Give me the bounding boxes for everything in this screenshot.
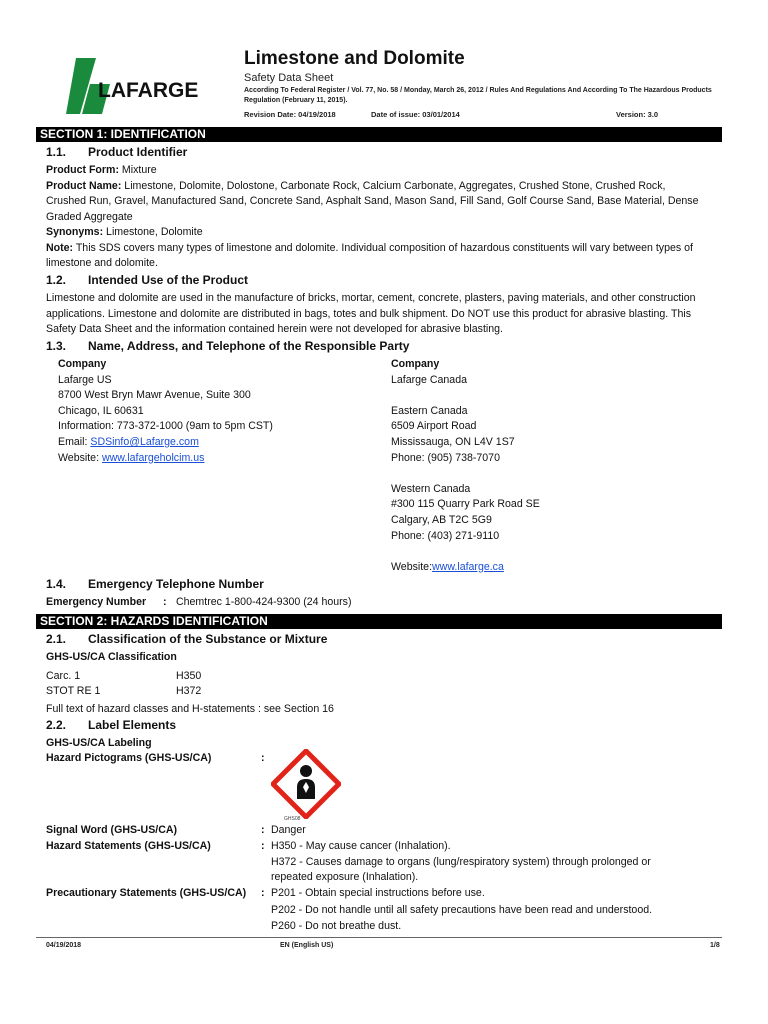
health-hazard-icon: [271, 749, 341, 819]
footer-language: EN (English US): [280, 942, 334, 949]
pictograms-sep: :: [261, 752, 265, 764]
website-link-ca[interactable]: www.lafarge.ca: [432, 560, 504, 573]
synonyms: Synonyms: Limestone, Dolomite: [46, 226, 203, 238]
hazard-statements-sep: :: [261, 840, 265, 852]
precautionary-sep: :: [261, 887, 265, 899]
class-row-code: H372: [176, 685, 202, 697]
document-subtitle: Safety Data Sheet: [244, 72, 334, 84]
revision-row: [244, 110, 724, 122]
labeling-heading: GHS-US/CA Labeling: [46, 737, 152, 749]
hazard-statement: H372 - Causes damage to organs (lung/respiratory system) through prolonged or: [271, 856, 651, 868]
precautionary-statement: P202 - Do not handle until all safety precautions have been read and understood.: [271, 904, 653, 916]
us-website: Website: www.lafargeholcim.us: [58, 451, 205, 464]
class-row-label: STOT RE 1: [46, 685, 101, 697]
precautionary-statement: P260 - Do not breathe dust.: [271, 920, 402, 932]
subsection-title: Product Identifier: [88, 145, 188, 159]
lafarge-logo: [66, 58, 222, 114]
emergency-sep: :: [163, 596, 167, 608]
version: Version: 3.0: [616, 110, 659, 119]
signal-word-label: Signal Word (GHS-US/CA): [46, 824, 178, 836]
subsection-1-3: 1.3. Name, Address, and Telephone of the Responsible Party: [46, 339, 410, 353]
subsection-1-1: [46, 145, 187, 159]
website-link-us[interactable]: www.lafargeholcim.us: [101, 451, 205, 464]
pictograms-label: Hazard Pictograms (GHS-US/CA): [46, 752, 212, 764]
class-row-code: H350: [176, 670, 202, 682]
footer-page-number: 1/8: [710, 942, 720, 949]
precautionary-label: Precautionary Statements (GHS-US/CA): [46, 887, 247, 899]
product-name: Product Name: Limestone, Dolomite, Dolostone, Carbonate Rock, Calcium Carbonate, Aggregates, Crushed Stone, Crushed Rock, Crushed Run, Gravel, Manufactured Sand, Concrete Sand, Asphalt Sand, Mason Sand, Fill Sand, Golf Course Sand, Base Material, Dense Graded Aggregate: [46, 179, 699, 223]
subsection-1-2: 1.2. Intended Use of the Product: [46, 273, 249, 287]
pictogram-code: GHS08: [284, 816, 301, 822]
product-identifier-body: [46, 163, 706, 272]
us-email: Email: SDSinfo@Lafarge.com: [58, 435, 199, 448]
issue-date: Date of issue: 03/01/2014: [371, 110, 460, 119]
classification-heading: GHS-US/CA Classification: [46, 651, 177, 663]
note: Note: This SDS covers many types of limestone and dolomite. Individual composition of hazardous constituents will vary between types of limestone and dolomite.: [46, 241, 693, 269]
document-title: Limestone and Dolomite: [244, 48, 465, 69]
hazard-statements-label: Hazard Statements (GHS-US/CA): [46, 840, 211, 852]
canada-website: Website:www.lafarge.ca: [391, 560, 504, 573]
full-text-note: Full text of hazard classes and H-statements : see Section 16: [46, 703, 334, 715]
hazard-statement: H350 - May cause cancer (Inhalation).: [271, 840, 451, 852]
page-footer: [46, 942, 722, 954]
section-2-bar: SECTION 2: HAZARDS IDENTIFICATION: [36, 614, 722, 629]
signal-word-sep: :: [261, 824, 265, 836]
footer-date: 04/19/2018: [46, 942, 82, 949]
revision-date: Revision Date: 04/19/2018: [244, 110, 336, 119]
section-1-bar: SECTION 1: IDENTIFICATION: [36, 127, 722, 142]
footer-divider: [36, 937, 722, 938]
emergency-label: Emergency Number: [46, 596, 147, 608]
subsection-1-4: 1.4. Emergency Telephone Number: [46, 577, 264, 591]
signal-word-value: Danger: [271, 824, 306, 836]
hazard-statement: repeated exposure (Inhalation).: [271, 871, 419, 883]
company-canada: Company Lafarge Canada Eastern Canada 6509 Airport Road Mississauga, ON L4V 1S7 Phone: (905) 738-7070 Western Canada #300 115 Quarry Park Road SE Calgary, AB T2C 5G9 Phone: (403) 271-9110 Website:www.lafarge.ca: [391, 357, 540, 575]
intended-use-text: Limestone and dolomite are used in the manufacture of bricks, mortar, cement, concrete, plasters, paving materials, and other construction applications. Limestone and dolomite are distributed in bags, totes and bulk shipment. Do NOT use this product for abrasive blasting. This Safety Data Sheet and the information contained herein were not developed for abrasive blasting.: [46, 292, 696, 335]
subsection-number: 1.1.: [46, 145, 67, 159]
company-us: Company Lafarge US 8700 West Bryn Mawr Avenue, Suite 300 Chicago, IL 60631 Information: 773-372-1000 (9am to 5pm CST) Email: SDSinfo@Lafarge.com Website: www.lafargeholcim.us: [58, 357, 273, 466]
subsection-2-1: 2.1. Classification of the Substance or Mixture: [46, 632, 328, 646]
emergency-value: Chemtrec 1-800-424-9300 (24 hours): [176, 596, 352, 608]
precautionary-statement: P201 - Obtain special instructions before use.: [271, 887, 485, 899]
subsection-2-2: 2.2. Label Elements: [46, 718, 177, 732]
email-link[interactable]: SDSinfo@Lafarge.com: [90, 435, 199, 448]
product-form: Product Form: Mixture: [46, 164, 157, 176]
regulation-text: According To Federal Register / Vol. 77, No. 58 / Monday, March 26, 2012 / Rules And Regulations And According To The Hazardous Products Regulation (February 11, 2015).: [244, 87, 712, 104]
class-row-label: Carc. 1: [46, 670, 81, 682]
logo-text: LAFARGE: [98, 79, 199, 102]
